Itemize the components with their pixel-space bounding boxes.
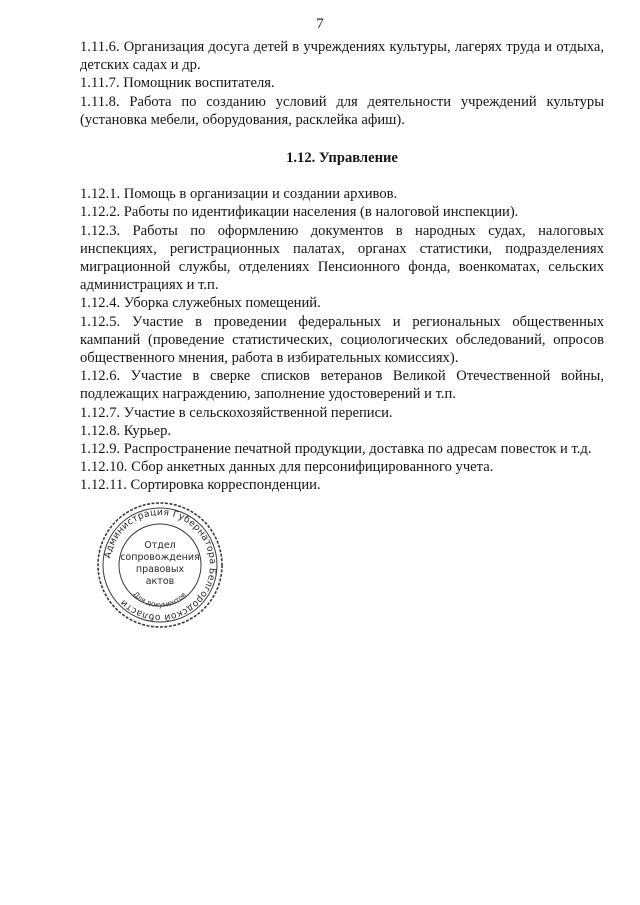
item-1-12-2: 1.12.2. Работы по идентификации населения (в налоговой инспекции). xyxy=(80,204,519,221)
item-1-12-10: 1.12.10. Сбор анкетных данных для персонифицированного учета. xyxy=(80,459,494,476)
item-1-11-7: 1.11.7. Помощник воспитателя. xyxy=(80,75,275,92)
stamp-center-line-3: правовых xyxy=(135,564,185,575)
item-1-12-8: 1.12.8. Курьер. xyxy=(80,422,172,439)
document-body xyxy=(80,38,604,495)
stamp-center-line-2: сопровождения xyxy=(120,552,200,563)
item-1-12-7: 1.12.7. Участие в сельскохозяйственной переписи. xyxy=(80,404,393,421)
item-1-12-6: 1.12.6. Участие в сверке списков ветеранов Великой Отечественной войны, подлежащих награждению, заполнение удостоверений и т.п. xyxy=(80,368,604,403)
stamp-ring-text: Администрация Губернатора Белгородской области xyxy=(102,506,219,624)
stamp-inner-text: Для документов xyxy=(131,590,188,610)
item-1-12-5: 1.12.5. Участие в проведении федеральных и региональных общественных кампаний (проведение статистических, социологических обследований, опросов общественного мнения, работа в избирательных комиссиях). xyxy=(80,313,604,367)
page-number: 7 xyxy=(316,16,324,32)
item-1-12-9: 1.12.9. Распространение печатной продукции, доставка по адресам повесток и т.д. xyxy=(80,441,592,458)
official-stamp xyxy=(95,500,225,630)
item-1-11-8: 1.11.8. Работа по созданию условий для деятельности учреждений культуры (установка мебели, оборудования, расклейка афиш). xyxy=(80,93,604,128)
item-1-12-11: 1.12.11. Сортировка корреспонденции. xyxy=(80,477,321,494)
item-1-12-3: 1.12.3. Работы по оформлению документов в народных судах, налоговых инспекциях, регистрационных палатах, органах статистики, подразделениях миграционной службы, отделениях Пенсионного фонда, военкоматах, сельских администрациях и т.п. xyxy=(80,222,604,294)
item-1-12-1: 1.12.1. Помощь в организации и создании архивов. xyxy=(80,186,398,203)
section-title-management: 1.12. Управление xyxy=(286,150,398,167)
stamp-center-line-1: Отдел xyxy=(144,540,176,551)
stamp-center-line-4: актов xyxy=(145,576,175,587)
stamp-seal-icon xyxy=(95,500,225,630)
item-1-11-6: 1.11.6. Организация досуга детей в учреждениях культуры, лагерях труда и отдыха, детских садах и др. xyxy=(80,39,604,74)
item-1-12-4: 1.12.4. Уборка служебных помещений. xyxy=(80,295,321,312)
